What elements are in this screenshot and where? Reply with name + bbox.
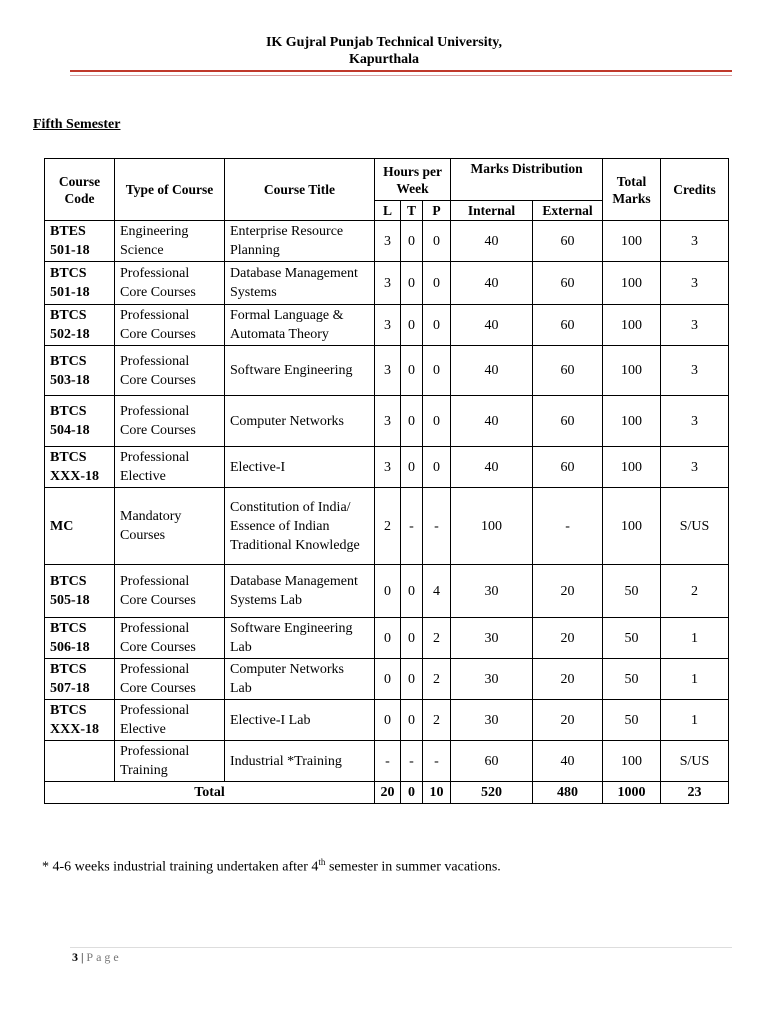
course-code: [45, 659, 115, 700]
credits: S/US: [661, 488, 729, 565]
footnote-suffix: semester in summer vacations.: [325, 859, 501, 875]
course-code-line1: BTCS: [50, 621, 87, 636]
credits: 3: [661, 396, 729, 447]
course-type: Professional Core Courses: [115, 262, 225, 305]
course-code-line2: 502-18: [50, 327, 90, 342]
marks-external: 20: [533, 700, 603, 741]
course-title: Constitution of India/ Essence of Indian Traditional Knowledge: [225, 488, 375, 565]
course-code: [45, 488, 115, 565]
credits: 3: [661, 346, 729, 396]
hours-p: 0: [423, 221, 451, 262]
course-code: [45, 700, 115, 741]
page-separator: |: [78, 950, 87, 964]
header-external: External: [533, 201, 603, 221]
table-row: [45, 700, 729, 741]
marks-internal: 30: [451, 618, 533, 659]
credits: 3: [661, 262, 729, 305]
marks-internal: 40: [451, 305, 533, 346]
marks-internal: 40: [451, 447, 533, 488]
total-marks: 100: [603, 741, 661, 782]
course-type: Professional Core Courses: [115, 396, 225, 447]
marks-external: 20: [533, 618, 603, 659]
course-code-line1: BTES: [50, 224, 86, 239]
hours-l: 2: [375, 488, 401, 565]
table-row: [45, 346, 729, 396]
table-row: [45, 618, 729, 659]
course-code-line1: BTCS: [50, 308, 87, 323]
marks-external: 20: [533, 565, 603, 618]
credits: 3: [661, 447, 729, 488]
marks-external: 60: [533, 396, 603, 447]
course-code-line1: BTCS: [50, 450, 87, 465]
course-type: Professional Elective: [115, 700, 225, 741]
table-row: [45, 305, 729, 346]
hours-t: -: [401, 741, 423, 782]
hours-p: 0: [423, 346, 451, 396]
table-row: [45, 396, 729, 447]
course-title: Database Management Systems: [225, 262, 375, 305]
total-marks: 50: [603, 700, 661, 741]
marks-external: -: [533, 488, 603, 565]
header-t: T: [401, 201, 423, 221]
total-marks: 100: [603, 488, 661, 565]
total-marks: 100: [603, 305, 661, 346]
hours-t: 0: [401, 447, 423, 488]
university-name: IK Gujral Punjab Technical University,: [265, 35, 503, 50]
hours-l: -: [375, 741, 401, 782]
hours-t: 0: [401, 346, 423, 396]
hours-t: 0: [401, 305, 423, 346]
total-marks: 100: [603, 447, 661, 488]
footer-rule: [70, 947, 732, 948]
course-title: Computer Networks Lab: [225, 659, 375, 700]
total-credits: 23: [661, 782, 729, 804]
header-l: L: [375, 201, 401, 221]
course-type: Professional Core Courses: [115, 659, 225, 700]
marks-external: 60: [533, 305, 603, 346]
header-type-of-course: Type of Course: [115, 159, 225, 221]
footnote-prefix: * 4-6 weeks industrial training undertaken after 4: [42, 859, 319, 875]
course-code: [45, 396, 115, 447]
course-type: Professional Core Courses: [115, 346, 225, 396]
course-title: Computer Networks: [225, 396, 375, 447]
course-title: Formal Language & Automata Theory: [225, 305, 375, 346]
table-row: [45, 221, 729, 262]
hours-p: 0: [423, 305, 451, 346]
marks-internal: 40: [451, 346, 533, 396]
course-code-line2: 503-18: [50, 372, 90, 388]
marks-external: 60: [533, 221, 603, 262]
page-footer: [72, 950, 122, 965]
course-code-line2: 507-18: [50, 681, 90, 696]
course-code-line2: 505-18: [50, 593, 90, 608]
course-code-line2: 501-18: [50, 243, 90, 258]
table-row: [45, 659, 729, 700]
hours-p: 0: [423, 396, 451, 447]
course-type: Engineering Science: [115, 221, 225, 262]
table-row: [45, 262, 729, 305]
total-t: 0: [401, 782, 423, 804]
table-row: [45, 565, 729, 618]
course-rows: [45, 221, 729, 782]
course-type: Professional Elective: [115, 447, 225, 488]
hours-t: 0: [401, 700, 423, 741]
course-code: [45, 305, 115, 346]
hours-l: 3: [375, 221, 401, 262]
credits: 3: [661, 305, 729, 346]
course-code: [45, 741, 115, 782]
course-title: Software Engineering: [225, 346, 375, 396]
course-type: Professional Core Courses: [115, 565, 225, 618]
marks-external: 20: [533, 659, 603, 700]
course-code-line1: BTCS: [50, 266, 87, 281]
credits: 1: [661, 700, 729, 741]
header-course-title: Course Title: [225, 159, 375, 221]
marks-internal: 100: [451, 488, 533, 565]
hours-p: 2: [423, 659, 451, 700]
credits: 2: [661, 565, 729, 618]
hours-p: -: [423, 741, 451, 782]
marks-external: 60: [533, 262, 603, 305]
total-row: [45, 782, 729, 804]
course-type: Professional Core Courses: [115, 618, 225, 659]
course-code: [45, 565, 115, 618]
total-p: 10: [423, 782, 451, 804]
course-code: [45, 447, 115, 488]
marks-external: 60: [533, 447, 603, 488]
course-title: Database Management Systems Lab: [225, 565, 375, 618]
course-code-line1: BTCS: [50, 662, 87, 677]
document-header: [0, 34, 768, 68]
hours-p: 4: [423, 565, 451, 618]
total-marks: 100: [603, 221, 661, 262]
course-title: Elective-I: [225, 447, 375, 488]
university-location: Kapurthala: [348, 52, 419, 67]
total-label: Total: [45, 782, 375, 804]
hours-l: 3: [375, 447, 401, 488]
course-code-line1: BTCS: [50, 574, 87, 589]
page-number: 3: [72, 950, 78, 964]
course-code-line2: 501-18: [50, 285, 90, 300]
course-type: Professional Training: [115, 741, 225, 782]
course-code: [45, 221, 115, 262]
header-rule-secondary: [70, 75, 732, 76]
table-row: [45, 488, 729, 565]
marks-internal: 40: [451, 221, 533, 262]
total-marks: 50: [603, 618, 661, 659]
total-marks: 50: [603, 565, 661, 618]
semester-title: Fifth Semester: [33, 117, 121, 132]
header-p: P: [423, 201, 451, 221]
course-title: Enterprise Resource Planning: [225, 221, 375, 262]
total-marks: 100: [603, 262, 661, 305]
header-rule: [70, 70, 732, 72]
course-code-line2: 504-18: [50, 423, 90, 438]
hours-l: 0: [375, 565, 401, 618]
total-l: 20: [375, 782, 401, 804]
hours-t: 0: [401, 565, 423, 618]
marks-internal: 30: [451, 700, 533, 741]
course-code-line1: BTCS: [50, 404, 87, 419]
hours-p: 0: [423, 447, 451, 488]
total-external: 480: [533, 782, 603, 804]
credits: 3: [661, 221, 729, 262]
course-code-line1: BTCS: [50, 703, 87, 718]
total-marks: 50: [603, 659, 661, 700]
footnote-sup: th: [318, 857, 326, 867]
total-internal: 520: [451, 782, 533, 804]
course-title: Industrial *Training: [225, 741, 375, 782]
table-row: [45, 447, 729, 488]
course-type: Professional Core Courses: [115, 305, 225, 346]
footnote: [42, 857, 501, 876]
course-type: Mandatory Courses: [115, 488, 225, 565]
hours-t: 0: [401, 659, 423, 700]
total-total-marks: 1000: [603, 782, 661, 804]
course-code: [45, 262, 115, 305]
marks-internal: 40: [451, 262, 533, 305]
hours-l: 3: [375, 305, 401, 346]
course-code-line1: BTCS: [50, 353, 87, 369]
total-marks: 100: [603, 346, 661, 396]
hours-t: 0: [401, 221, 423, 262]
marks-internal: 30: [451, 565, 533, 618]
marks-internal: 60: [451, 741, 533, 782]
hours-l: 0: [375, 659, 401, 700]
hours-p: 2: [423, 700, 451, 741]
header-hours-per-week: Hours per Week: [375, 159, 451, 201]
header-internal: Internal: [451, 201, 533, 221]
course-code-line1: MC: [50, 518, 74, 534]
course-title: Software Engineering Lab: [225, 618, 375, 659]
hours-t: 0: [401, 396, 423, 447]
credits: 1: [661, 618, 729, 659]
page-label: Page: [86, 950, 122, 964]
hours-p: -: [423, 488, 451, 565]
hours-l: 0: [375, 618, 401, 659]
header-course-code: Course Code: [45, 159, 115, 221]
course-code: [45, 618, 115, 659]
marks-external: 40: [533, 741, 603, 782]
credits: 1: [661, 659, 729, 700]
credits: S/US: [661, 741, 729, 782]
header-credits: Credits: [661, 159, 729, 221]
hours-p: 0: [423, 262, 451, 305]
course-table: [44, 158, 729, 804]
hours-l: 3: [375, 396, 401, 447]
hours-t: 0: [401, 262, 423, 305]
total-marks: 100: [603, 396, 661, 447]
marks-internal: 30: [451, 659, 533, 700]
hours-t: 0: [401, 618, 423, 659]
hours-l: 3: [375, 262, 401, 305]
course-title: Elective-I Lab: [225, 700, 375, 741]
marks-internal: 40: [451, 396, 533, 447]
hours-p: 2: [423, 618, 451, 659]
table-row: [45, 741, 729, 782]
course-code: [45, 346, 115, 396]
hours-t: -: [401, 488, 423, 565]
hours-l: 3: [375, 346, 401, 396]
hours-l: 0: [375, 700, 401, 741]
course-code-line2: XXX-18: [50, 722, 99, 737]
header-total-marks: Total Marks: [603, 159, 661, 221]
header-marks-distribution: Marks Distribution: [451, 159, 603, 201]
course-code-line2: XXX-18: [50, 469, 99, 484]
marks-external: 60: [533, 346, 603, 396]
course-code-line2: 506-18: [50, 640, 90, 655]
